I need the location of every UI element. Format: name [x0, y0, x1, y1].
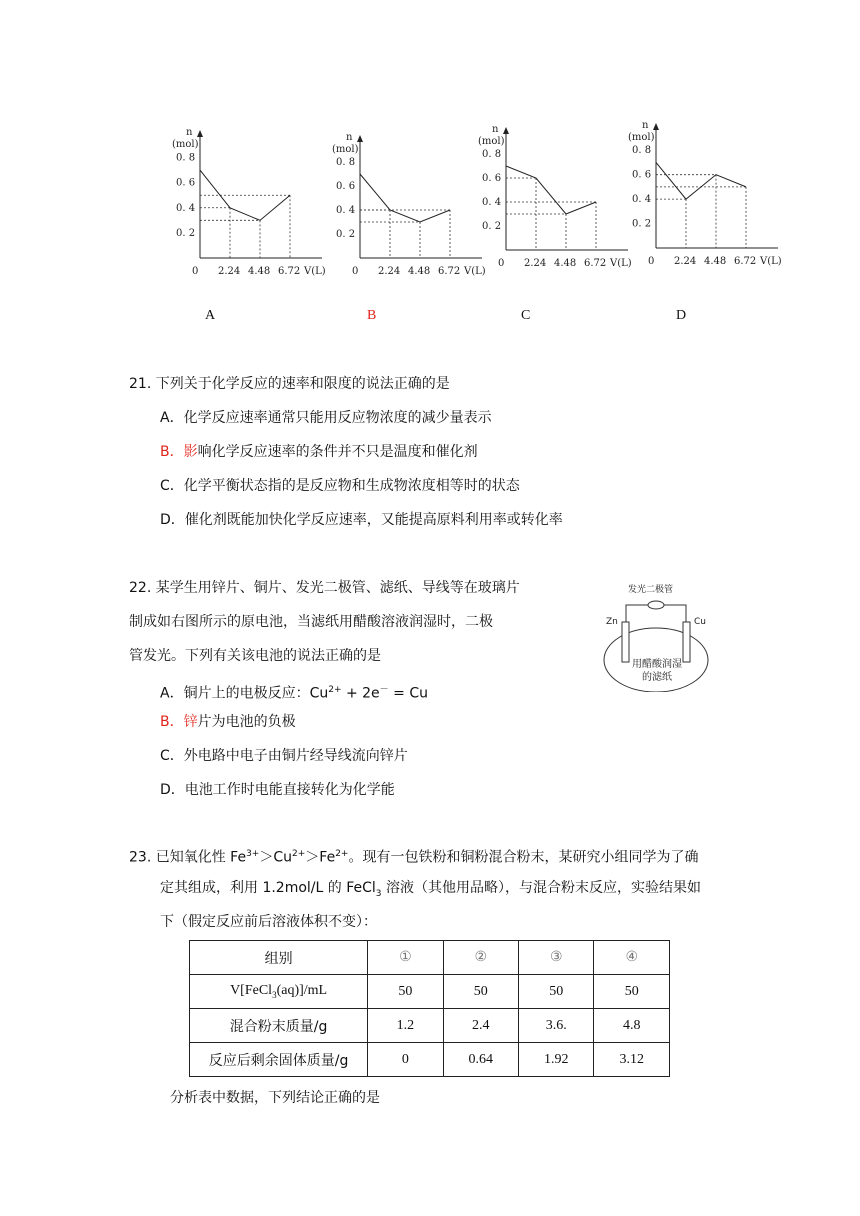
- table-row-label-residue: 反应后剩余固体质量/g: [190, 1043, 368, 1077]
- x-tick-label: 0: [648, 256, 655, 267]
- y-axis-arrow-icon: [197, 130, 203, 137]
- q21-option-c-text: 化学平衡状态指的是反应物和生成物浓度相等时的状态: [183, 478, 520, 494]
- q23-line1-sup3: 2+: [335, 849, 349, 859]
- q23-line1: [129, 844, 698, 868]
- y-tick-label: 0. 8: [632, 145, 652, 157]
- y-tick-label: 0. 8: [336, 157, 356, 168]
- q21-option-b: [160, 442, 478, 462]
- table-header-3: ③: [519, 941, 594, 975]
- q22-option-b-letter: B．: [160, 714, 184, 730]
- x-tick-label: 6.72: [584, 258, 607, 269]
- q23-line1-c: ＞Fe: [305, 849, 336, 866]
- y-tick-label: 0. 6: [336, 181, 356, 192]
- led-icon: [648, 601, 664, 609]
- q21-option-b-text: 响化学反应速率的条件并不只是温度和催化剂: [197, 444, 478, 460]
- q21-stem: 21. 下列关于化学反应的速率和限度的说法正确的是: [129, 376, 450, 392]
- graph-a-svg: [160, 125, 330, 280]
- table-row-label-volume-a: V[FeCl: [230, 983, 273, 999]
- table-row: [190, 975, 670, 1009]
- x-axis-label: V(L): [304, 266, 326, 277]
- y-axis-label: n: [642, 120, 649, 131]
- q22-option-d-letter: D．: [160, 782, 185, 798]
- q22-option-c-text: 外电路中电子由铜片经导线流向锌片: [183, 748, 408, 764]
- q23-line2-a: 定其组成，利用 1.2mol/L 的 FeCl: [160, 880, 376, 896]
- q23-line1-sup1: 3+: [246, 849, 260, 859]
- y-tick-label: 0. 2: [482, 221, 502, 232]
- x-tick-label: 4.48: [704, 256, 727, 267]
- table-cell: 50: [594, 975, 670, 1009]
- table-row: [190, 1009, 670, 1043]
- q23-analysis: 分析表中数据，下列结论正确的是: [170, 1090, 380, 1106]
- q23-line2-b: 溶液（其他用品略），与混合粉末反应，实验结果如: [381, 880, 701, 896]
- table-row-label-volume: [190, 975, 368, 1009]
- cu-label: Cu: [694, 617, 706, 627]
- q22-option-b-highlight: 锌: [183, 714, 198, 730]
- x-tick-label: 2.24: [378, 266, 401, 277]
- paper-label-line2: 的滤纸: [642, 672, 672, 683]
- graph-letter-a: A: [205, 308, 216, 323]
- q22-option-a: [160, 680, 428, 704]
- y-tick-label: 0. 4: [632, 194, 652, 206]
- q21-option-c: [160, 476, 520, 496]
- q22-option-c-letter: C．: [160, 748, 184, 764]
- y-tick-label: 0. 8: [482, 149, 502, 160]
- q23-line2: [160, 878, 701, 904]
- q21-option-d: [160, 510, 563, 530]
- x-tick-label: 6.72: [438, 266, 461, 277]
- series-line: [360, 174, 450, 222]
- q21-option-c-letter: C．: [160, 478, 184, 494]
- x-tick-label: 0: [192, 266, 199, 277]
- q22-option-b-text: 片为电池的负极: [197, 714, 296, 730]
- q21-option-b-letter: B．: [160, 444, 184, 460]
- q22-stem-line2: 制成如右图所示的原电池，当滤纸用醋酸溶液润湿时，二极: [129, 614, 493, 630]
- q21-option-d-letter: D．: [160, 512, 185, 528]
- x-tick-label: 6.72: [734, 256, 757, 267]
- graph-c: [466, 122, 636, 272]
- x-tick-label: 0: [498, 258, 505, 269]
- graph-letter-b: B: [367, 308, 377, 323]
- graph-c-svg: [466, 122, 636, 272]
- y-axis-label: n: [186, 127, 193, 138]
- series-line: [506, 166, 596, 214]
- paper-label-line1: 用醋酸润湿: [632, 659, 682, 670]
- table-header-2: ②: [443, 941, 518, 975]
- led-label: 发光二极管: [628, 585, 674, 595]
- x-axis-label: V(L): [464, 266, 486, 277]
- table-header-1: ①: [368, 941, 443, 975]
- q23-line1-a: 23. 已知氧化性 Fe: [129, 849, 247, 866]
- q21-option-a-letter: A．: [160, 410, 184, 426]
- q23-line3: 下（假定反应前后溶液体积不变）：: [160, 914, 377, 930]
- q22-option-a-sup1: 2+: [328, 685, 342, 695]
- table-cell: 2.4: [443, 1009, 518, 1043]
- x-tick-label: 2.24: [218, 266, 241, 277]
- table-header-4: ④: [594, 941, 670, 975]
- q23-line1-sup2: 2+: [292, 849, 306, 859]
- q22-option-a-letter: A．: [160, 685, 184, 702]
- q23-line2-sub: 3: [375, 888, 382, 899]
- table-row: [190, 1043, 670, 1077]
- y-axis-unit: (mol): [628, 132, 655, 143]
- graph-a: [160, 125, 330, 280]
- table-row-label-mass: 混合粉末质量/g: [190, 1009, 368, 1043]
- y-axis-label: n: [346, 132, 353, 143]
- q22-option-a-text: 铜片上的电极反应：Cu: [183, 685, 329, 702]
- x-tick-label: 4.48: [248, 266, 271, 277]
- x-tick-label: 2.24: [524, 258, 547, 269]
- y-tick-label: 0. 4: [336, 205, 356, 216]
- zn-label: Zn: [606, 617, 618, 627]
- q22-option-d-text: 电池工作时电能直接转化为化学能: [184, 782, 395, 798]
- q21-option-a: [160, 408, 492, 428]
- y-tick-label: 0. 8: [176, 152, 196, 164]
- table-cell: 3.6.: [519, 1009, 594, 1043]
- table-row: [190, 941, 670, 975]
- y-tick-label: 0. 4: [176, 202, 196, 214]
- x-tick-label: 2.24: [674, 256, 697, 267]
- x-tick-label: 0: [352, 266, 359, 277]
- y-axis-label: n: [492, 124, 499, 135]
- q22-stem-line1: 22. 某学生用锌片、铜片、发光二极管、滤纸、导线等在玻璃片: [129, 580, 520, 596]
- y-axis-arrow-icon: [503, 127, 509, 134]
- q21-option-a-text: 化学反应速率通常只能用反应物浓度的减少量表示: [183, 410, 492, 426]
- table-header-group: 组别: [190, 941, 368, 975]
- graph-letter-c: C: [521, 308, 531, 323]
- series-line: [656, 162, 746, 199]
- x-tick-label: 4.48: [554, 258, 577, 269]
- battery-diagram-svg: [596, 580, 726, 692]
- q21-option-b-highlight: 影: [183, 444, 198, 460]
- table-cell: 1.92: [519, 1043, 594, 1077]
- battery-diagram: [596, 580, 726, 696]
- q23-line1-d: 。现有一包铁粉和铜粉混合粉末，某研究小组同学为了确: [348, 849, 699, 866]
- q22-option-d: [160, 780, 395, 800]
- y-tick-label: 0. 2: [632, 218, 652, 230]
- q22-option-a-tail: = Cu: [388, 685, 428, 702]
- y-axis-unit: (mol): [478, 136, 505, 147]
- table-cell: 0.64: [443, 1043, 518, 1077]
- q22-option-b: [160, 712, 296, 732]
- table-cell: 50: [519, 975, 594, 1009]
- table-cell: 1.2: [368, 1009, 443, 1043]
- q22-stem-line3: 管发光。下列有关该电池的说法正确的是: [129, 648, 381, 664]
- x-tick-label: 4.48: [408, 266, 431, 277]
- zinc-plate: [622, 622, 629, 662]
- y-axis-arrow-icon: [357, 135, 363, 142]
- y-tick-label: 0. 2: [336, 229, 356, 240]
- y-tick-label: 0. 6: [176, 177, 196, 189]
- table-row-label-volume-b: (aq)]/mL: [276, 983, 328, 999]
- results-table: [189, 940, 670, 1077]
- q22-option-a-mid: + 2e: [341, 685, 380, 702]
- table-row-label-volume-sub: 3: [272, 989, 277, 1000]
- graph-d-svg: [616, 118, 786, 270]
- graph-letter-d: D: [676, 308, 687, 323]
- q23-line1-b: ＞Cu: [259, 849, 293, 866]
- copper-plate: [683, 622, 690, 662]
- x-axis-label: V(L): [760, 256, 782, 267]
- y-axis-unit: (mol): [332, 144, 359, 155]
- y-tick-label: 0. 6: [632, 169, 652, 181]
- graph-b-svg: [320, 130, 490, 280]
- table-cell: 4.8: [594, 1009, 670, 1043]
- y-tick-label: 0. 2: [176, 227, 196, 239]
- y-tick-label: 0. 6: [482, 173, 502, 184]
- table-cell: 0: [368, 1043, 443, 1077]
- x-tick-label: 6.72: [278, 266, 301, 277]
- graph-b: [320, 130, 490, 280]
- q21-option-d-text: 催化剂既能加快化学反应速率，又能提高原料利用率或转化率: [184, 512, 563, 528]
- table-cell: 50: [368, 975, 443, 1009]
- y-axis-unit: (mol): [172, 139, 199, 150]
- y-tick-label: 0. 4: [482, 197, 502, 208]
- table-cell: 3.12: [594, 1043, 670, 1077]
- graph-d: [616, 118, 786, 270]
- table-cell: 50: [443, 975, 518, 1009]
- x-axis-label: V(L): [610, 258, 632, 269]
- q22-option-c: [160, 746, 408, 766]
- q22-option-a-sup2: －: [379, 685, 389, 695]
- y-axis-arrow-icon: [653, 123, 659, 130]
